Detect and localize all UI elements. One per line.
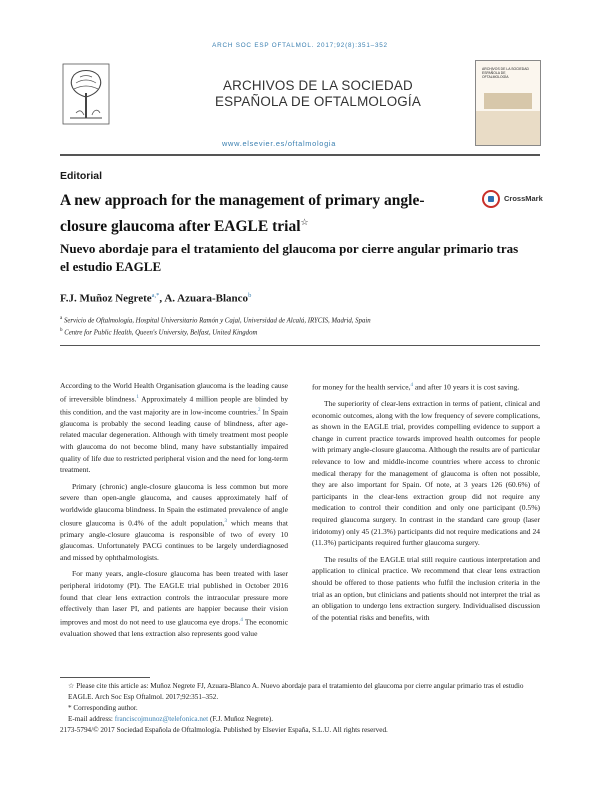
reference-link[interactable]: 3: [224, 518, 228, 524]
body-column-right: [312, 380, 540, 628]
reference-link[interactable]: 4: [240, 617, 243, 623]
journal-title-line-2: ESPAÑOLA DE OFTALMOLOGÍA: [215, 94, 421, 109]
author-affiliation-mark[interactable]: b: [248, 292, 252, 299]
corresponding-author-note: * Corresponding author.: [68, 704, 138, 712]
body-paragraph: for money for the health service,$^4$ and after 10 years it is cost saving.: [312, 382, 520, 392]
header-rule: [60, 154, 540, 156]
cover-title: ARCHIVOS DE LA SOCIEDAD ESPAÑOLA DE OFTALMOLOGÍA: [482, 67, 529, 79]
cover-graphic: [484, 93, 532, 109]
author-separator: ,: [159, 292, 165, 305]
elsevier-tree-logo: [62, 63, 110, 125]
body-paragraph: Primary (chronic) angle-closure glaucoma is less common but more severe than open-angle glaucoma, and causes approximately half of worldwide glaucoma blindness. In Spain the estimated prevalence of angle closure glaucoma is 0.4% of the adult population,$^3$ which means that primary angle-closure glaucoma is responsible of two of every 10 glaucomas. Unfortunately PACG continues to be largely underdiagnosed and missed by ophthalmologists.: [60, 481, 288, 562]
citation-footnote: ☆ Please cite this article as: Muñoz Negrete FJ, Azuara-Blanco A. Nuevo abordaje para el tratamiento del glaucoma por cierre angular primario tras el estudio EAGLE. Arch Soc Esp Oftalmol. 2017;92:351–352.: [68, 682, 524, 701]
reference-link[interactable]: 4: [410, 383, 413, 388]
journal-url-link[interactable]: www.elsevier.es/oftalmologia: [222, 139, 337, 148]
footnotes: [60, 681, 540, 736]
reference-link[interactable]: 1: [136, 394, 139, 400]
body-column-left: [60, 380, 288, 645]
article-title-spanish: Nuevo abordaje para el tratamiento del glaucoma por cierre angular primario tras el estudio EAGLE: [60, 241, 519, 274]
journal-title: [168, 78, 468, 110]
section-label: Editorial: [60, 170, 103, 182]
journal-title-line-1: ARCHIVOS DE LA SOCIEDAD: [223, 78, 413, 93]
author-affiliation-mark[interactable]: a,*: [151, 292, 160, 299]
affiliation-text: Centre for Public Health, Queen's University, Belfast, United Kingdom: [64, 329, 258, 337]
footnote-rule: [60, 677, 150, 678]
journal-citation: ARCH SOC ESP OFTALMOL. 2017;92(8):351–352: [212, 42, 388, 49]
reference-link[interactable]: 2: [257, 407, 261, 413]
copyright-notice: 2173-5794/© 2017 Sociedad Española de Oftalmología. Published by Elsevier España, S.L.U. All rights reserved.: [60, 726, 388, 734]
affiliation-mark: a: [60, 316, 63, 321]
author-name: F.J. Muñoz Negrete: [60, 292, 152, 305]
email-link[interactable]: franciscojmunoz@telefonica.net: [114, 715, 209, 723]
cover-band: [476, 111, 540, 145]
article-title-text: A new approach for the management of primary angle-closure glaucoma after EAGLE trial: [60, 192, 425, 235]
body-paragraph: According to the World Health Organisation glaucoma is the leading cause of irreversible blindness.$^1$ Approximately 4 million people are blinded by this condition, and the vast majority are in low-income countries.$^2$ In Spain glaucoma is probably the second leading cause of blindness, after age-related macular degeneration. Although with timely treatment most people with glaucoma do not become blind, many have substantially impaired quality of life due to restricted peripheral vision and the need for long-term treatment.: [60, 381, 288, 475]
affiliation: [60, 328, 257, 336]
title-footnote-mark[interactable]: ☆: [300, 216, 309, 227]
affiliation-mark: b: [60, 328, 63, 333]
article-title: [60, 191, 470, 237]
email-footnote: E-mail address: franciscojmunoz@telefonica.net (F.J. Muñoz Negrete).: [68, 715, 274, 723]
affiliation: [60, 316, 371, 324]
affiliation-text: Servicio de Oftalmología, Hospital Universitario Ramón y Cajal, Universidad de Alcalá, IRYCIS, Madrid, Spain: [63, 317, 371, 325]
crossmark-label: CrossMark: [504, 194, 543, 203]
author-name: A. Azuara-Blanco: [164, 292, 249, 305]
author-list: [60, 292, 251, 305]
journal-cover-thumbnail: [475, 60, 541, 146]
heading-rule: [60, 345, 540, 346]
crossmark-badge[interactable]: [482, 189, 544, 211]
crossmark-icon: [482, 190, 500, 208]
body-paragraph: The superiority of clear-lens extraction in terms of patient, clinical and economic outcomes, along with the low frequency of severe complications, as shown in the EAGLE trial, provides compelling evidence to support a change in current practice towards improved health outcomes for people with primary angle-closure glaucoma. Although the results are of particular relevance to low and middle-income countries where access to chronic medical therapy for the management of glaucoma is often not possible, they are also important for Spain. Of note, at 3 years 126 (60.6%) of participants in the clear-lens extraction group did not require any medication to control their condition and only one participant (0.5%) required glaucoma surgery. In contrast in the standard care group (laser iridotomy) only 45 (21.3%) participants did not require medications and 24 (11.3%) participants required further glaucoma surgery.: [312, 399, 540, 548]
body-paragraph: For many years, angle-closure glaucoma has been treated with laser peripheral iridotomy (PI). The EAGLE trial published in October 2016 found that clear lens extraction controls the intraocular pressure more effectively than laser PI, and patients are happier because their vision improves and most do not need to use glaucoma eye drops.$^4$ The economic evaluation showed that lens extraction also represents good value: [60, 569, 288, 638]
body-paragraph: The results of the EAGLE trial still require cautious interpretation and application to clinical practice. We recommend that clear lens extraction should be offered to those patients who fulfil the inclusion criteria in the trial as an option, but clinicians and patients should not interpret the trial as an obligation to undergo lens extraction surgery. Individualised discussion of the potential risks and benefits, with: [312, 554, 540, 622]
